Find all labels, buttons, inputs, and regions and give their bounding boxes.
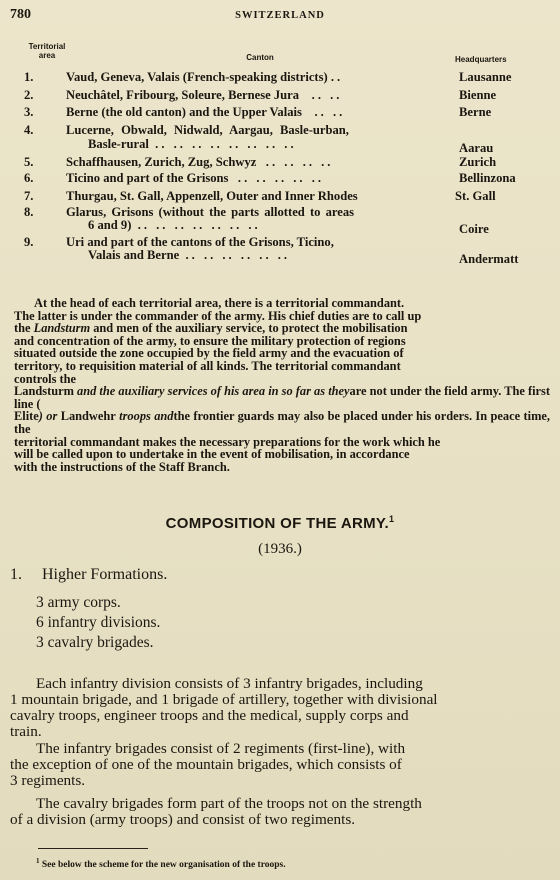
leader-dots: .. .. <box>311 88 343 102</box>
territorial-commandant-paragraph <box>14 297 550 473</box>
row-canton: Valais and Berne <box>88 248 180 262</box>
row-number: 9. <box>24 235 34 249</box>
row-number: 3. <box>24 105 34 119</box>
section-title: COMPOSITION OF THE ARMY.$^1$ <box>165 514 395 532</box>
subsection-heading: 1. Higher Formations. <box>10 566 168 583</box>
body-paragraph: The cavalry brigades form part of the troops not on the strength of a division (army troops) and consist of two regiments. <box>10 795 422 828</box>
row-canton: Glarus, Grisons (without the parts allotted to areas <box>66 205 355 219</box>
page-number: 780 <box>10 7 31 22</box>
paragraph-line: Elite) or Landwehr troops andthe frontier guards may also be placed under his orders. In peace time, the <box>14 409 550 436</box>
row-headquarters: Aarau <box>459 141 494 155</box>
row-headquarters: Zurich <box>459 155 497 169</box>
paragraph-line: with the instructions of the Staff Branch. <box>14 459 230 474</box>
row-canton: Lucerne, Obwald, Nidwald, Aargau, Basle-urban, <box>66 123 349 137</box>
column-header-headquarters: Headquarters <box>455 55 507 64</box>
paragraph-line: controls the <box>14 371 77 386</box>
row-headquarters: Coire <box>459 222 489 236</box>
body-paragraph: The infantry brigades consist of 2 regiments (first-line), with the exception of one of the mountain brigades, which consists of 3 regiments. <box>10 740 406 789</box>
paragraph-line: The latter is under the commander of the army. His chief duties are to call up <box>14 308 422 323</box>
column-header-canton: Canton <box>246 53 274 62</box>
paragraph-line: Landsturm and the auxiliary services of his area in so far as theyare not under the field army. The first line ( <box>14 384 550 411</box>
row-headquarters: Lausanne <box>459 70 512 84</box>
row-headquarters: Berne <box>459 105 492 119</box>
row-canton: Thurgau, St. Gall, Appenzell, Outer and Inner Rhodes <box>66 189 358 203</box>
leader-dots: .. .. .. .. .. .. <box>185 248 291 262</box>
paragraph-line: territorial commandant makes the necessary preparations for the work which he <box>14 434 441 449</box>
list-item: 3 cavalry brigades. <box>36 634 154 651</box>
row-number: 2. <box>24 88 34 102</box>
leader-dots: .. .. .. .. .. .. .. <box>137 218 261 232</box>
paragraph-line: and concentration of the army, to ensure the military protection of regions <box>14 333 406 348</box>
leader-dots: .. .. .. .. <box>265 155 334 169</box>
row-canton: Ticino and part of the Grisons <box>66 171 229 185</box>
row-number: 5. <box>24 155 34 169</box>
footnote-mark: 1 <box>389 514 395 524</box>
list-item: 3 army corps. <box>36 594 121 611</box>
paragraph-line: the Landsturm and men of the auxiliary service, to protect the mobilisation <box>14 321 408 336</box>
leader-dots: .. .. .. .. .. <box>237 171 324 185</box>
row-canton: Berne (the old canton) and the Upper Valais <box>66 105 302 119</box>
row-headquarters: St. Gall <box>455 189 496 203</box>
leader-dots: .. .. .. .. .. .. .. .. <box>155 137 297 151</box>
footnote-mark: 1 <box>36 857 40 865</box>
row-canton: 6 and 9) <box>88 218 132 232</box>
body-paragraph: Each infantry division consists of 3 infantry brigades, including 1 mountain brigade, and 1 brigade of artillery, together with divisional cavalry troops, engineer troops and the medical, supply corps and train. <box>10 675 438 740</box>
paragraph-line: At the head of each territorial area, there is a territorial commandant. <box>34 296 405 310</box>
running-head: SWITZERLAND <box>235 10 325 21</box>
row-headquarters: Andermatt <box>459 252 519 266</box>
paragraph-line: will be called upon to undertake in the event of mobilisation, in accordance <box>14 447 410 462</box>
row-number: 6. <box>24 171 34 185</box>
row-headquarters: Bienne <box>459 88 497 102</box>
row-canton: Neuchâtel, Fribourg, Soleure, Bernese Jura <box>66 88 300 102</box>
paragraph-line: situated outside the zone occupied by the field army and the evacuation of <box>14 346 404 361</box>
row-canton: Uri and part of the cantons of the Grisons, Ticino, <box>66 235 334 249</box>
column-header-area: Territorial area <box>28 42 66 60</box>
row-canton: Schaffhausen, Zurich, Zug, Schwyz <box>66 155 257 169</box>
row-number: 4. <box>24 123 34 137</box>
leader-dots: .. <box>330 70 344 84</box>
list-item: 6 infantry divisions. <box>36 614 161 631</box>
paragraph-line: territory, to requisition material of all kinds. The territorial commandant <box>14 358 401 373</box>
footnote: $^1$ See below the scheme for the new organisation of the troops. <box>36 857 286 871</box>
row-number: 1. <box>24 70 34 84</box>
row-canton: Vaud, Geneva, Valais (French-speaking districts) <box>66 70 328 84</box>
leader-dots: .. .. <box>314 105 346 119</box>
footnote-rule <box>38 848 148 849</box>
row-canton: Basle-rural <box>88 137 149 151</box>
section-year: (1936.) <box>258 541 302 557</box>
row-number: 7. <box>24 189 34 203</box>
row-headquarters: Bellinzona <box>459 171 516 185</box>
row-number: 8. <box>24 205 34 219</box>
